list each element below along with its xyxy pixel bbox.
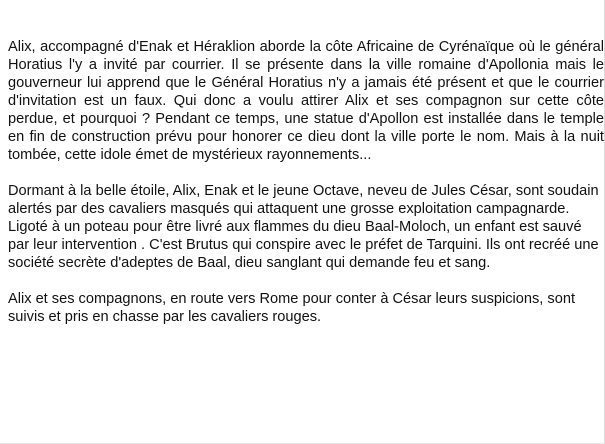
- paragraph-3: Alix et ses compagnons, en route vers Rome pour conter à César leurs suspicions, sont suivis et pris en chasse par les cavaliers rouges.: [8, 291, 575, 325]
- synopsis-text: [8, 38, 604, 344]
- paragraph-1: Alix, accompagné d'Enak et Héraklion aborde la côte Africaine de Cyrénaïque où le général Horatius l'y a invité par courrier. Il se présente dans la ville romaine d'Apollonia mais le gouverneur lui apprend que le Général Horatius n'y a jamais été présent et que le courrier d'invitation est un faux. Qui donc a voulu attirer Alix et ses compagnon sur cette côte perdue, et pourquoi ? Pendant ce temps, une statue d'Apollon est installée dans le temple en fin de construction prévu pour honorer ce dieu dont la ville porte le nom. Mais à la nuit tombée, cette idole émet de mystérieux rayonnements...: [8, 39, 604, 163]
- paragraph-2: Dormant à la belle étoile, Alix, Enak et le jeune Octave, neveu de Jules César, sont soudain alertés par des cavaliers masqués qui attaquent une grosse exploitation campagnarde. Ligoté à un poteau pour être livré aux flammes du dieu Baal-Moloch, un enfant est sauvé par leur intervention . C'est Brutus qui conspire avec le préfet de Tarquini. Ils ont recréé une société secrète d'adeptes de Baal, dieu sanglant qui demande feu et sang.: [8, 183, 599, 271]
